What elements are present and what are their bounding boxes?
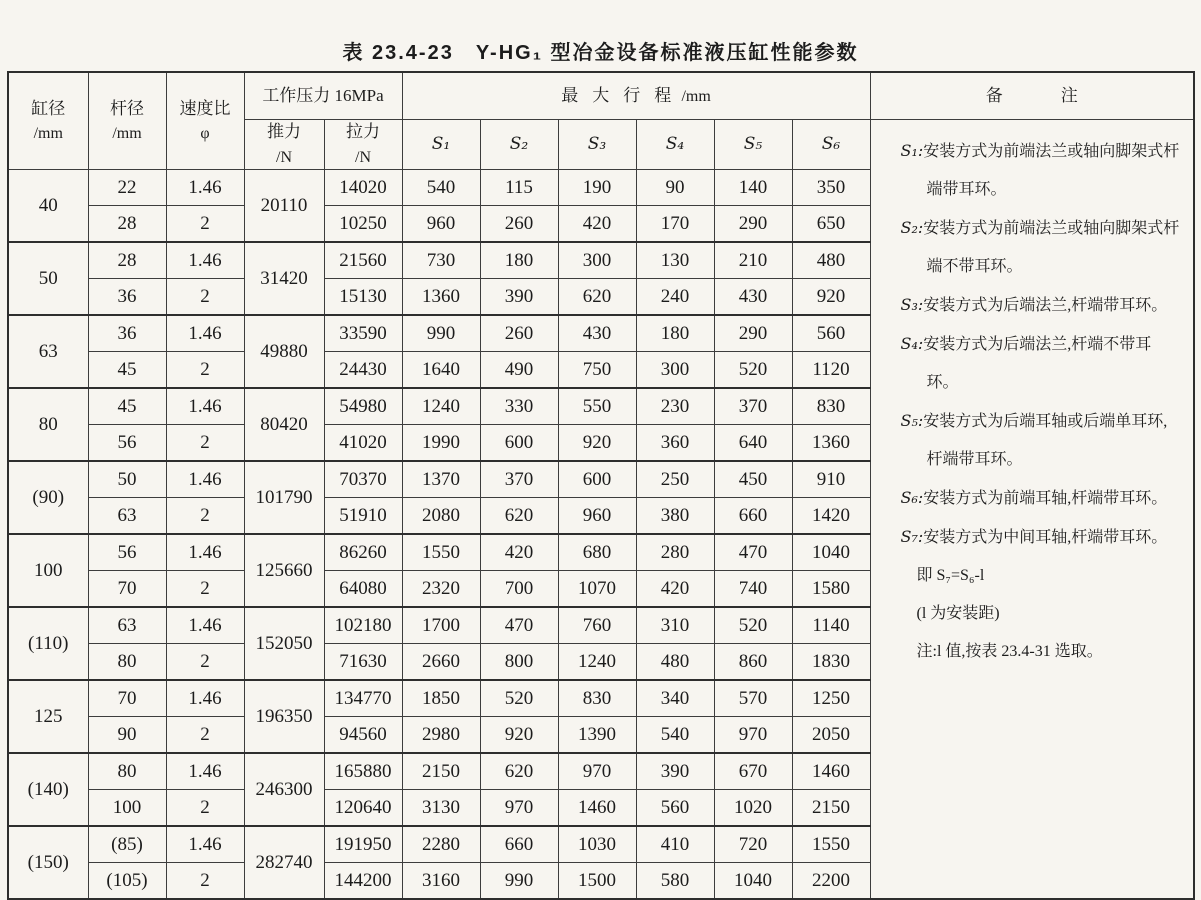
s1-cell: 1370 bbox=[402, 461, 480, 498]
s5-cell: 290 bbox=[714, 315, 792, 352]
pull-force-cell: 33590 bbox=[324, 315, 402, 352]
s3-cell: 830 bbox=[558, 680, 636, 717]
rod-cell: 28 bbox=[88, 206, 166, 243]
s6-cell: 1580 bbox=[792, 571, 870, 608]
s2-cell: 390 bbox=[480, 279, 558, 316]
s5-cell: 740 bbox=[714, 571, 792, 608]
col-header-working-pressure: 工作压力 16MPa bbox=[244, 72, 402, 120]
bore-cell: (110) bbox=[8, 607, 88, 680]
pull-force-cell: 120640 bbox=[324, 790, 402, 827]
push-force-cell: 20110 bbox=[244, 170, 324, 243]
pull-force-cell: 144200 bbox=[324, 863, 402, 900]
rod-cell: (85) bbox=[88, 826, 166, 863]
s1-cell: 540 bbox=[402, 170, 480, 206]
ratio-cell: 2 bbox=[166, 644, 244, 681]
s2-cell: 470 bbox=[480, 607, 558, 644]
s2-cell: 800 bbox=[480, 644, 558, 681]
s1-cell: 3160 bbox=[402, 863, 480, 900]
pull-force-cell: 102180 bbox=[324, 607, 402, 644]
s6-cell: 2050 bbox=[792, 717, 870, 754]
s4-cell: 410 bbox=[636, 826, 714, 863]
ratio-cell: 1.46 bbox=[166, 461, 244, 498]
s3-cell: 300 bbox=[558, 242, 636, 279]
s2-cell: 180 bbox=[480, 242, 558, 279]
s6-cell: 1120 bbox=[792, 352, 870, 389]
col-header-s1: S₁ bbox=[402, 120, 480, 170]
s2-cell: 660 bbox=[480, 826, 558, 863]
bore-unit: /mm bbox=[33, 125, 63, 143]
col-header-s5: S₅ bbox=[714, 120, 792, 170]
s4-cell: 420 bbox=[636, 571, 714, 608]
col-header-s6: S₆ bbox=[792, 120, 870, 170]
bore-cell: 40 bbox=[8, 170, 88, 243]
col-header-s4: S₄ bbox=[636, 120, 714, 170]
s2-cell: 620 bbox=[480, 498, 558, 535]
s1-cell: 2660 bbox=[402, 644, 480, 681]
remarks-notes bbox=[870, 120, 1194, 900]
ratio-cell: 1.46 bbox=[166, 315, 244, 352]
ratio-cell: 1.46 bbox=[166, 170, 244, 206]
s3-cell: 970 bbox=[558, 753, 636, 790]
col-header-s2: S₂ bbox=[480, 120, 558, 170]
ratio-cell: 1.46 bbox=[166, 753, 244, 790]
push-force-cell: 196350 bbox=[244, 680, 324, 753]
s3-cell: 1030 bbox=[558, 826, 636, 863]
s6-cell: 2200 bbox=[792, 863, 870, 900]
max-stroke-unit: /mm bbox=[681, 87, 711, 105]
push-force-cell: 101790 bbox=[244, 461, 324, 534]
pull-force-cell: 64080 bbox=[324, 571, 402, 608]
s1-cell: 2080 bbox=[402, 498, 480, 535]
push-force-cell: 282740 bbox=[244, 826, 324, 899]
note-s3: S₃:安装方式为后端法兰,杆端带耳环。 bbox=[900, 295, 1168, 314]
s5-cell: 290 bbox=[714, 206, 792, 243]
s3-cell: 600 bbox=[558, 461, 636, 498]
ratio-cell: 2 bbox=[166, 498, 244, 535]
s4-cell: 90 bbox=[636, 170, 714, 206]
pull-force-cell: 71630 bbox=[324, 644, 402, 681]
s4-cell: 360 bbox=[636, 425, 714, 462]
note-s2: S₂:安装方式为前端法兰或轴向脚架式杆端不带耳环。 bbox=[900, 218, 1180, 275]
s5-cell: 450 bbox=[714, 461, 792, 498]
bore-cell: 63 bbox=[8, 315, 88, 388]
ratio-cell: 1.46 bbox=[166, 388, 244, 425]
s1-cell: 2320 bbox=[402, 571, 480, 608]
push-force-cell: 152050 bbox=[244, 607, 324, 680]
col-header-ratio bbox=[166, 72, 244, 170]
s3-cell: 420 bbox=[558, 206, 636, 243]
s6-cell: 2150 bbox=[792, 790, 870, 827]
s4-cell: 390 bbox=[636, 753, 714, 790]
pull-force-cell: 86260 bbox=[324, 534, 402, 571]
rod-label: 杆径 bbox=[110, 98, 144, 118]
s4-cell: 240 bbox=[636, 279, 714, 316]
pull-force-cell: 165880 bbox=[324, 753, 402, 790]
rod-cell: 63 bbox=[88, 607, 166, 644]
header-row-1 bbox=[8, 72, 1194, 120]
s5-cell: 670 bbox=[714, 753, 792, 790]
ratio-cell: 2 bbox=[166, 279, 244, 316]
s1-cell: 2280 bbox=[402, 826, 480, 863]
s1-cell: 960 bbox=[402, 206, 480, 243]
s3-cell: 920 bbox=[558, 425, 636, 462]
col-header-remarks bbox=[870, 72, 1194, 120]
s3-cell: 680 bbox=[558, 534, 636, 571]
s3-cell: 550 bbox=[558, 388, 636, 425]
s2-cell: 970 bbox=[480, 790, 558, 827]
s5-cell: 210 bbox=[714, 242, 792, 279]
s1-cell: 1550 bbox=[402, 534, 480, 571]
note-s1: S₁:安装方式为前端法兰或轴向脚架式杆端带耳环。 bbox=[900, 141, 1180, 198]
s2-cell: 260 bbox=[480, 315, 558, 352]
bore-cell: (90) bbox=[8, 461, 88, 534]
s5-cell: 860 bbox=[714, 644, 792, 681]
s6-cell: 920 bbox=[792, 279, 870, 316]
s1-cell: 2150 bbox=[402, 753, 480, 790]
rod-cell: 56 bbox=[88, 534, 166, 571]
ratio-label: 速度比 bbox=[179, 98, 231, 118]
s5-cell: 570 bbox=[714, 680, 792, 717]
s4-cell: 300 bbox=[636, 352, 714, 389]
s5-cell: 1020 bbox=[714, 790, 792, 827]
s2-cell: 920 bbox=[480, 717, 558, 754]
bore-cell: 100 bbox=[8, 534, 88, 607]
ratio-cell: 2 bbox=[166, 717, 244, 754]
ratio-cell: 2 bbox=[166, 206, 244, 243]
rod-cell: 70 bbox=[88, 680, 166, 717]
s2-cell: 700 bbox=[480, 571, 558, 608]
s4-cell: 540 bbox=[636, 717, 714, 754]
ratio-cell: 2 bbox=[166, 352, 244, 389]
s2-cell: 520 bbox=[480, 680, 558, 717]
pull-force-cell: 41020 bbox=[324, 425, 402, 462]
s6-cell: 1550 bbox=[792, 826, 870, 863]
bore-label: 缸径 bbox=[31, 98, 66, 118]
s3-cell: 1240 bbox=[558, 644, 636, 681]
s1-cell: 3130 bbox=[402, 790, 480, 827]
s2-cell: 990 bbox=[480, 863, 558, 900]
s6-cell: 480 bbox=[792, 242, 870, 279]
note-s6: S₆:安装方式为前端耳轴,杆端带耳环。 bbox=[900, 488, 1168, 507]
s3-cell: 1500 bbox=[558, 863, 636, 900]
remarks-label: 备注 bbox=[985, 85, 1136, 105]
s3-cell: 620 bbox=[558, 279, 636, 316]
pull-force-cell: 134770 bbox=[324, 680, 402, 717]
push-force-cell: 125660 bbox=[244, 534, 324, 607]
note-s4: S₄:安装方式为后端法兰,杆端不带耳环。 bbox=[900, 334, 1152, 391]
performance-table bbox=[7, 71, 1195, 900]
s1-cell: 1240 bbox=[402, 388, 480, 425]
s2-cell: 115 bbox=[480, 170, 558, 206]
s4-cell: 180 bbox=[636, 315, 714, 352]
s2-cell: 600 bbox=[480, 425, 558, 462]
s2-cell: 620 bbox=[480, 753, 558, 790]
s4-cell: 230 bbox=[636, 388, 714, 425]
s4-cell: 380 bbox=[636, 498, 714, 535]
s6-cell: 560 bbox=[792, 315, 870, 352]
s3-cell: 960 bbox=[558, 498, 636, 535]
s4-cell: 580 bbox=[636, 863, 714, 900]
ratio-cell: 2 bbox=[166, 790, 244, 827]
s3-cell: 750 bbox=[558, 352, 636, 389]
s3-cell: 1390 bbox=[558, 717, 636, 754]
s6-cell: 1360 bbox=[792, 425, 870, 462]
push-force-cell: 80420 bbox=[244, 388, 324, 461]
s1-cell: 1640 bbox=[402, 352, 480, 389]
rod-cell: 36 bbox=[88, 315, 166, 352]
rod-cell: 100 bbox=[88, 790, 166, 827]
s2-cell: 260 bbox=[480, 206, 558, 243]
bore-cell: (150) bbox=[8, 826, 88, 899]
s5-cell: 720 bbox=[714, 826, 792, 863]
s6-cell: 910 bbox=[792, 461, 870, 498]
pull-force-cell: 94560 bbox=[324, 717, 402, 754]
bore-cell: (140) bbox=[8, 753, 88, 826]
s2-cell: 330 bbox=[480, 388, 558, 425]
s1-cell: 1850 bbox=[402, 680, 480, 717]
s5-cell: 1040 bbox=[714, 863, 792, 900]
ratio-phi-symbol: φ bbox=[200, 125, 210, 143]
ratio-cell: 1.46 bbox=[166, 534, 244, 571]
rod-cell: 80 bbox=[88, 753, 166, 790]
s4-cell: 560 bbox=[636, 790, 714, 827]
s4-cell: 480 bbox=[636, 644, 714, 681]
pull-force-cell: 14020 bbox=[324, 170, 402, 206]
s6-cell: 650 bbox=[792, 206, 870, 243]
rod-cell: 22 bbox=[88, 170, 166, 206]
rod-unit: /mm bbox=[112, 125, 142, 143]
pull-label: 拉力 bbox=[346, 122, 380, 141]
note-reference: 注:l 值,按表 23.4-31 选取。 bbox=[916, 643, 1103, 660]
s3-cell: 190 bbox=[558, 170, 636, 206]
s1-cell: 1700 bbox=[402, 607, 480, 644]
pull-force-cell: 10250 bbox=[324, 206, 402, 243]
s4-cell: 280 bbox=[636, 534, 714, 571]
push-label: 推力 bbox=[267, 122, 301, 141]
s6-cell: 1420 bbox=[792, 498, 870, 535]
s5-cell: 660 bbox=[714, 498, 792, 535]
s5-cell: 640 bbox=[714, 425, 792, 462]
s5-cell: 430 bbox=[714, 279, 792, 316]
rod-cell: 50 bbox=[88, 461, 166, 498]
pull-force-cell: 51910 bbox=[324, 498, 402, 535]
ratio-cell: 2 bbox=[166, 571, 244, 608]
rod-cell: 90 bbox=[88, 717, 166, 754]
col-header-max-stroke bbox=[402, 72, 870, 120]
rod-cell: 36 bbox=[88, 279, 166, 316]
col-header-rod bbox=[88, 72, 166, 170]
bore-cell: 125 bbox=[8, 680, 88, 753]
s1-cell: 990 bbox=[402, 315, 480, 352]
ratio-cell: 1.46 bbox=[166, 607, 244, 644]
s2-cell: 420 bbox=[480, 534, 558, 571]
s6-cell: 1140 bbox=[792, 607, 870, 644]
ratio-cell: 1.46 bbox=[166, 242, 244, 279]
push-force-cell: 49880 bbox=[244, 315, 324, 388]
push-unit: /N bbox=[276, 148, 292, 166]
s6-cell: 1250 bbox=[792, 680, 870, 717]
pull-force-cell: 191950 bbox=[324, 826, 402, 863]
ratio-cell: 2 bbox=[166, 863, 244, 900]
s5-cell: 520 bbox=[714, 352, 792, 389]
s3-cell: 430 bbox=[558, 315, 636, 352]
s2-cell: 490 bbox=[480, 352, 558, 389]
push-force-cell: 31420 bbox=[244, 242, 324, 315]
s3-cell: 760 bbox=[558, 607, 636, 644]
rod-cell: 45 bbox=[88, 388, 166, 425]
ratio-cell: 1.46 bbox=[166, 826, 244, 863]
s1-cell: 2980 bbox=[402, 717, 480, 754]
rod-cell: 45 bbox=[88, 352, 166, 389]
note-s5: S₅:安装方式为后端耳轴或后端单耳环,杆端带耳环。 bbox=[900, 411, 1168, 468]
s1-cell: 1990 bbox=[402, 425, 480, 462]
rod-cell: 63 bbox=[88, 498, 166, 535]
rod-cell: 56 bbox=[88, 425, 166, 462]
ratio-cell: 1.46 bbox=[166, 680, 244, 717]
col-header-push-force bbox=[244, 120, 324, 170]
s1-cell: 1360 bbox=[402, 279, 480, 316]
s3-cell: 1460 bbox=[558, 790, 636, 827]
col-header-bore bbox=[8, 72, 88, 170]
pull-force-cell: 54980 bbox=[324, 388, 402, 425]
s4-cell: 130 bbox=[636, 242, 714, 279]
note-formula: 即 S₇=S₆-l bbox=[916, 567, 985, 584]
max-stroke-label: 最大行程 bbox=[561, 85, 686, 105]
s2-cell: 370 bbox=[480, 461, 558, 498]
col-header-pull-force bbox=[324, 120, 402, 170]
bore-cell: 80 bbox=[8, 388, 88, 461]
rod-cell: 70 bbox=[88, 571, 166, 608]
rod-cell: (105) bbox=[88, 863, 166, 900]
rod-cell: 28 bbox=[88, 242, 166, 279]
note-s7: S₇:安装方式为中间耳轴,杆端带耳环。 bbox=[900, 527, 1168, 546]
s1-cell: 730 bbox=[402, 242, 480, 279]
s4-cell: 170 bbox=[636, 206, 714, 243]
s5-cell: 140 bbox=[714, 170, 792, 206]
pull-force-cell: 15130 bbox=[324, 279, 402, 316]
ratio-cell: 2 bbox=[166, 425, 244, 462]
bore-cell: 50 bbox=[8, 242, 88, 315]
pull-force-cell: 70370 bbox=[324, 461, 402, 498]
s6-cell: 1460 bbox=[792, 753, 870, 790]
push-force-cell: 246300 bbox=[244, 753, 324, 826]
s4-cell: 310 bbox=[636, 607, 714, 644]
page-title: 表 23.4-23 Y-HG₁ 型冶金设备标准液压缸性能参数 bbox=[342, 42, 859, 64]
rod-cell: 80 bbox=[88, 644, 166, 681]
s4-cell: 250 bbox=[636, 461, 714, 498]
s6-cell: 1040 bbox=[792, 534, 870, 571]
pull-unit: /N bbox=[355, 148, 371, 166]
note-l-definition: (l 为安装距) bbox=[916, 605, 1000, 622]
s4-cell: 340 bbox=[636, 680, 714, 717]
s6-cell: 830 bbox=[792, 388, 870, 425]
s5-cell: 520 bbox=[714, 607, 792, 644]
s6-cell: 1830 bbox=[792, 644, 870, 681]
s5-cell: 370 bbox=[714, 388, 792, 425]
pull-force-cell: 24430 bbox=[324, 352, 402, 389]
col-header-s3: S₃ bbox=[558, 120, 636, 170]
s5-cell: 970 bbox=[714, 717, 792, 754]
s5-cell: 470 bbox=[714, 534, 792, 571]
s3-cell: 1070 bbox=[558, 571, 636, 608]
s6-cell: 350 bbox=[792, 170, 870, 206]
pull-force-cell: 21560 bbox=[324, 242, 402, 279]
